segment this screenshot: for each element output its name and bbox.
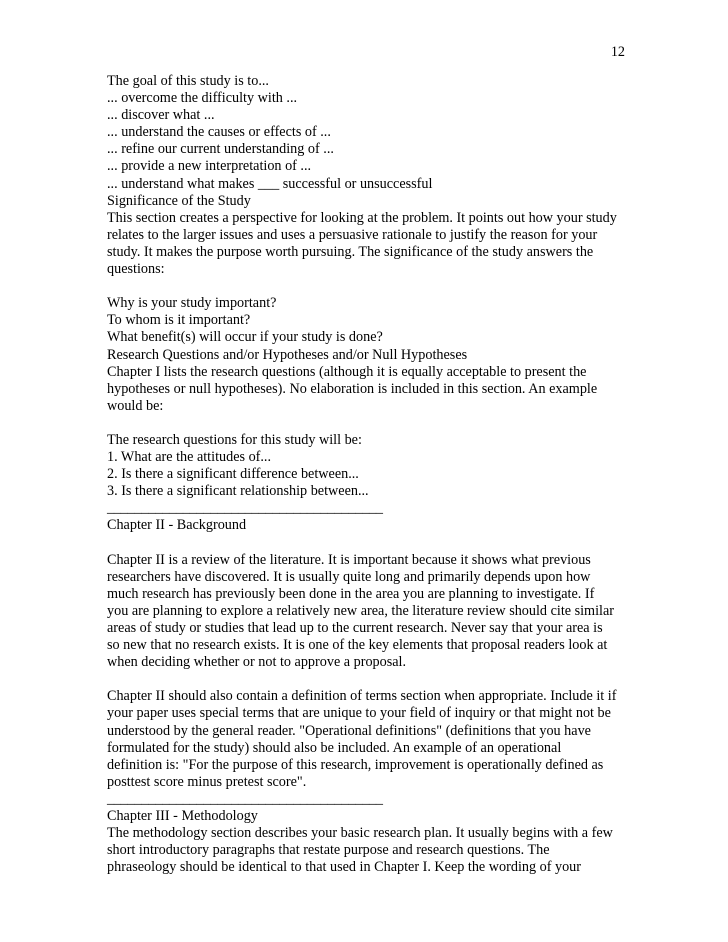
chapter-heading: Chapter II - Background xyxy=(107,517,247,534)
paragraph-line: you are planning to explore a relatively new area, the literature review should cite similar xyxy=(107,602,615,619)
paragraph-line: phraseology should be identical to that used in Chapter I. Keep the wording of your xyxy=(107,859,581,876)
goal-line: The goal of this study is to... xyxy=(107,73,269,89)
goal-line: ... refine our current understanding of ... xyxy=(107,141,334,158)
paragraph-line: The methodology section describes your basic research plan. It usually begins with a few xyxy=(107,825,613,842)
paragraph-gap xyxy=(107,535,627,552)
chapter-2-section xyxy=(107,517,627,808)
paragraph-line: short introductory paragraphs that restate purpose and research questions. The xyxy=(107,842,550,859)
paragraph-line: much research has previously been done in the area you are planning to investigate. If xyxy=(107,585,595,602)
chapter-3-section xyxy=(107,808,627,876)
paragraph-line: researchers have discovered. It is usually quite long and primarily depends upon how xyxy=(107,568,591,585)
paragraph-line: Chapter II is a review of the literature. It is important because it shows what previous xyxy=(107,551,591,568)
research-questions-section xyxy=(107,347,627,518)
chapter-heading: Chapter III - Methodology xyxy=(107,808,258,825)
section-heading: Significance of the Study xyxy=(107,192,251,209)
separator-line: ________________________________________ xyxy=(107,790,383,807)
paragraph-line: study. It makes the purpose worth pursuing. The significance of the study answers the xyxy=(107,243,594,260)
paragraph-line: definition is: "For the purpose of this research, improvement is operationally defined as xyxy=(107,756,604,773)
paragraph-line: your paper uses special terms that are unique to your field of inquiry or that might not be xyxy=(107,705,611,722)
paragraph-gap xyxy=(107,671,627,688)
question-line: Why is your study important? xyxy=(107,295,277,312)
significance-section xyxy=(107,193,627,347)
paragraph-line: Chapter II should also contain a definition of terms section when appropriate. Include it if xyxy=(107,688,617,705)
paragraph-line: so new that no research exists. It is one of the key elements that proposal readers look at xyxy=(107,637,608,654)
paragraph-line: This section creates a perspective for looking at the problem. It points out how your study xyxy=(107,209,617,226)
paragraph-line: posttest score minus pretest score". xyxy=(107,773,307,790)
question-line: To whom is it important? xyxy=(107,312,251,329)
paragraph-line: Chapter I lists the research questions (although it is equally acceptable to present the xyxy=(107,363,587,380)
paragraph-line: hypotheses or null hypotheses). No elaboration is included in this section. An example xyxy=(107,380,598,397)
example-line: 3. Is there a significant relationship between... xyxy=(107,483,369,500)
page-body xyxy=(107,73,627,876)
example-line: The research questions for this study will be: xyxy=(107,431,362,448)
goal-line: ... overcome the difficulty with ... xyxy=(107,90,298,107)
paragraph-line: questions: xyxy=(107,261,165,278)
section-heading: Research Questions and/or Hypotheses and/or Null Hypotheses xyxy=(107,346,468,363)
paragraph-line: would be: xyxy=(107,397,164,414)
goal-line: ... discover what ... xyxy=(107,107,215,124)
goal-line: ... understand the causes or effects of ... xyxy=(107,124,331,141)
paragraph-line: when deciding whether or not to approve a proposal. xyxy=(107,654,407,671)
example-line: 2. Is there a significant difference between... xyxy=(107,466,359,483)
goal-section xyxy=(107,73,627,193)
example-line: 1. What are the attitudes of... xyxy=(107,449,272,466)
separator-line: ________________________________________ xyxy=(107,500,383,517)
page-number: 12 xyxy=(610,44,625,60)
goal-line: ... understand what makes ___ successful or unsuccessful xyxy=(107,175,433,192)
paragraph-line: areas of study or studies that lead up to the current research. Never say that your area is xyxy=(107,620,603,636)
paragraph-line: relates to the larger issues and uses a persuasive rationale to justify the reason for your xyxy=(107,226,598,243)
paragraph-gap xyxy=(107,415,627,432)
paragraph-line: understood by the general reader. "Operational definitions" (definitions that you have xyxy=(107,722,591,739)
paragraph-line: formulated for the study) should also be included. An example of an operational xyxy=(107,739,562,756)
question-line: What benefit(s) will occur if your study is done? xyxy=(107,329,383,346)
paragraph-gap xyxy=(107,278,627,295)
goal-line: ... provide a new interpretation of ... xyxy=(107,158,312,175)
